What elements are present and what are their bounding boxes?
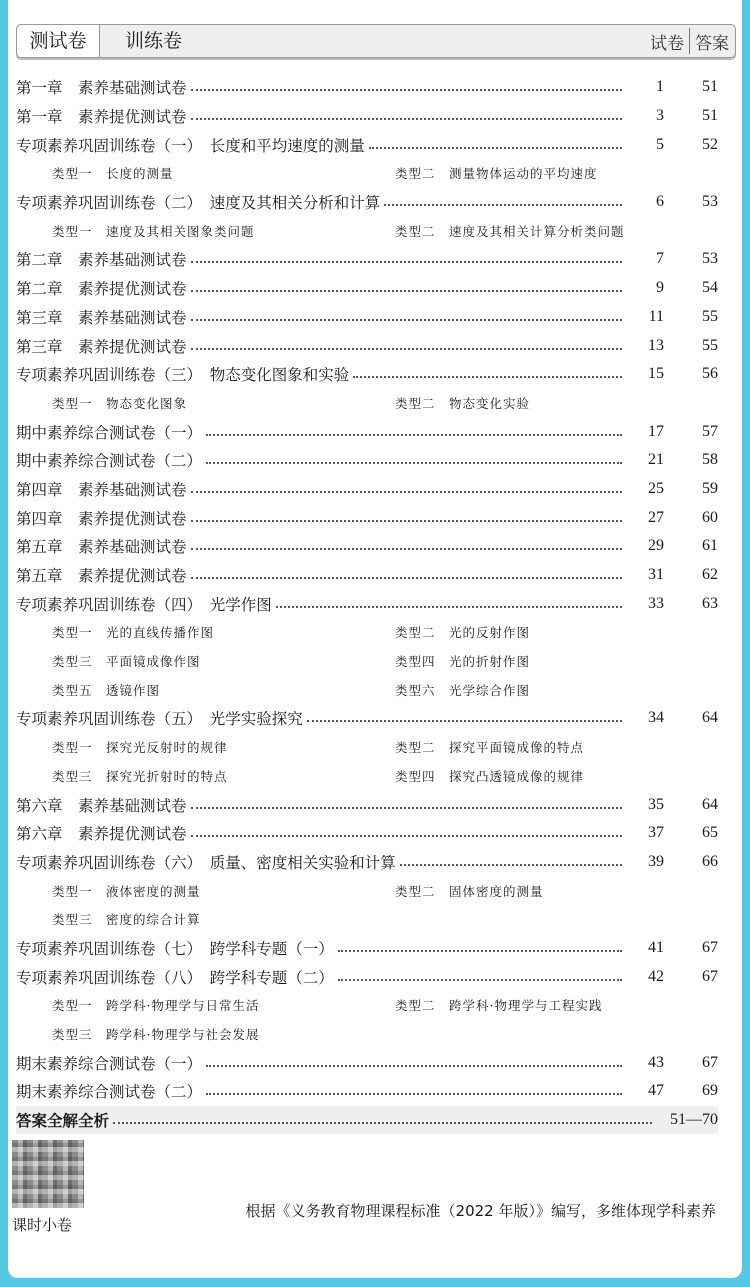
toc-subtypes (16, 647, 718, 676)
entry-title: 第二章 素养基础测试卷 (16, 248, 191, 270)
toc-subtypes (16, 905, 718, 934)
dot-leader (191, 491, 622, 493)
paper-page: 43 (648, 1053, 664, 1071)
subtype-item: 类型二 跨学科·物理学与工程实践 (395, 998, 603, 1014)
dot-leader (338, 979, 622, 981)
toc-subtypes (16, 733, 718, 762)
paper-page: 5 (656, 135, 664, 153)
dot-leader (369, 147, 622, 149)
paper-page: 1 (656, 78, 664, 96)
answer-page: 55 (702, 336, 718, 354)
answer-page: 59 (702, 479, 718, 497)
dot-leader (206, 1093, 622, 1095)
dot-leader (113, 1122, 652, 1124)
subtype-item: 类型六 光学综合作图 (395, 682, 531, 698)
entry-title: 专项素养巩固训练卷（一） 长度和平均速度的测量 (16, 134, 369, 156)
paper-page: 3 (656, 107, 664, 125)
entry-title: 期中素养综合测试卷（二） (16, 449, 206, 471)
subtype-item: 类型五 透镜作图 (52, 682, 161, 698)
dot-leader (191, 835, 622, 837)
paper-page: 15 (648, 365, 664, 383)
entry-title: 第四章 素养提优测试卷 (16, 507, 191, 529)
entry-title: 第三章 素养基础测试卷 (16, 306, 191, 328)
dot-leader (191, 348, 622, 350)
subtype-item: 类型一 液体密度的测量 (52, 883, 201, 899)
dot-leader (191, 118, 622, 120)
toc-entry[interactable] (16, 790, 718, 819)
subtype-item: 类型二 探究平面镜成像的特点 (395, 740, 585, 756)
entry-title: 专项素养巩固训练卷（三） 物态变化图象和实验 (16, 363, 353, 385)
toc-entry[interactable] (16, 1077, 718, 1106)
subtype-item: 类型四 光的折射作图 (395, 654, 531, 670)
entry-title: 第五章 素养提优测试卷 (16, 564, 191, 586)
toc-entry[interactable] (16, 532, 718, 561)
entry-title: 第四章 素养基础测试卷 (16, 478, 191, 500)
entry-title: 第一章 素养基础测试卷 (16, 76, 191, 98)
answer-page: 67 (702, 967, 718, 985)
answer-page: 67 (702, 938, 718, 956)
answer-page: 64 (702, 709, 718, 727)
entry-title: 答案全解全析 (16, 1109, 113, 1131)
dot-leader (206, 1065, 622, 1067)
toc-entry[interactable] (16, 1048, 718, 1077)
paper-page: 31 (648, 566, 664, 584)
paper-page: 13 (648, 336, 664, 354)
toc-subtypes (16, 675, 718, 704)
answer-page: 58 (702, 451, 718, 469)
paper-page: 37 (648, 824, 664, 842)
entry-title: 专项素养巩固训练卷（二） 速度及其相关分析和计算 (16, 191, 384, 213)
dot-leader (276, 606, 622, 608)
subtype-item: 类型一 速度及其相关图象类问题 (52, 223, 255, 239)
tab-test-papers[interactable]: 测试卷 (17, 25, 100, 57)
entry-title: 第三章 素养提优测试卷 (16, 335, 191, 357)
subtype-item: 类型三 密度的综合计算 (52, 912, 201, 928)
paper-page: 27 (648, 508, 664, 526)
paper-page: 7 (656, 250, 664, 268)
toc-subtypes (16, 762, 718, 791)
subtype-item: 类型二 光的反射作图 (395, 625, 531, 641)
paper-page: 42 (648, 967, 664, 985)
paper-page: 17 (648, 422, 664, 440)
subtype-item: 类型三 平面镜成像作图 (52, 654, 201, 670)
entry-title: 第六章 素养提优测试卷 (16, 822, 191, 844)
answers-entry[interactable] (16, 1106, 718, 1135)
entry-title: 期末素养综合测试卷（二） (16, 1080, 206, 1102)
entry-title: 第一章 素养提优测试卷 (16, 105, 191, 127)
toc-entry[interactable] (16, 73, 718, 102)
dot-leader (191, 261, 622, 263)
toc-subtypes (16, 159, 718, 188)
toc-entry[interactable] (16, 188, 718, 217)
subtype-item: 类型二 固体密度的测量 (395, 883, 544, 899)
qr-code (12, 1140, 84, 1208)
dot-leader (338, 950, 622, 952)
toc-entry[interactable] (16, 475, 718, 504)
entry-title: 第五章 素养基础测试卷 (16, 535, 191, 557)
toc-entry[interactable] (16, 360, 718, 389)
dot-leader (307, 720, 622, 722)
answer-page: 52 (702, 135, 718, 153)
col-header-paper: 试卷 (650, 33, 684, 54)
answer-page: 53 (702, 250, 718, 268)
paper-page: 41 (648, 938, 664, 956)
subtype-item: 类型一 光的直线传播作图 (52, 625, 215, 641)
answer-page: 55 (702, 307, 718, 325)
dot-leader (206, 434, 622, 436)
paper-page: 34 (648, 709, 664, 727)
dot-leader (191, 807, 622, 809)
toc-entry[interactable] (16, 934, 718, 963)
toc-subtypes (16, 1020, 718, 1049)
entry-title: 专项素养巩固训练卷（五） 光学实验探究 (16, 707, 307, 729)
dot-leader (191, 290, 622, 292)
toc-entry[interactable] (16, 561, 718, 590)
toc-entry[interactable] (16, 274, 718, 303)
paper-page: 33 (648, 594, 664, 612)
table-of-contents (16, 73, 718, 1134)
entry-title: 期中素养综合测试卷（一） (16, 421, 206, 443)
toc-entry[interactable] (16, 446, 718, 475)
subtype-item: 类型二 测量物体运动的平均速度 (395, 166, 598, 182)
answer-page: 66 (702, 852, 718, 870)
entry-title: 专项素养巩固训练卷（七） 跨学科专题（一） (16, 937, 338, 959)
paper-page: 11 (648, 307, 664, 325)
answer-page: 61 (702, 537, 718, 555)
answer-page: 51 (702, 107, 718, 125)
answer-page: 67 (702, 1053, 718, 1071)
column-headers (650, 25, 729, 57)
toc-entry[interactable] (16, 589, 718, 618)
subtype-item: 类型一 长度的测量 (52, 166, 174, 182)
dot-leader (191, 577, 622, 579)
entry-title: 期末素养综合测试卷（一） (16, 1052, 206, 1074)
answer-page: 56 (702, 365, 718, 383)
subtype-item: 类型二 物态变化实验 (395, 395, 531, 411)
answer-page: 65 (702, 824, 718, 842)
answer-page-range: 51—70 (670, 1111, 718, 1129)
dot-leader (206, 462, 622, 464)
paper-page: 6 (656, 193, 664, 211)
toc-subtypes (16, 876, 718, 905)
toc-entry[interactable] (16, 848, 718, 877)
entry-title: 专项素养巩固训练卷（四） 光学作图 (16, 593, 276, 615)
answer-page: 62 (702, 566, 718, 584)
paper-page: 39 (648, 852, 664, 870)
toc-entry[interactable] (16, 331, 718, 360)
paper-page: 29 (648, 537, 664, 555)
paper-page: 21 (648, 451, 664, 469)
dot-leader (384, 204, 622, 206)
slogan: 根据《义务教育物理课程标准（2022 年版）》编写，多维体现学科素养 (245, 1202, 716, 1220)
dot-leader (191, 520, 622, 522)
toc-entry[interactable] (16, 962, 718, 991)
dot-leader (400, 864, 622, 866)
answer-page: 64 (702, 795, 718, 813)
col-header-answer: 答案 (695, 33, 729, 54)
answer-page: 54 (702, 279, 718, 297)
dot-leader (353, 376, 622, 378)
toc-subtypes (16, 216, 718, 245)
subtype-item: 类型三 跨学科·物理学与社会发展 (52, 1027, 260, 1043)
qr-label: 课时小卷 (12, 1216, 73, 1234)
subtype-item: 类型一 跨学科·物理学与日常生活 (52, 998, 260, 1014)
toc-subtypes (16, 618, 718, 647)
answer-page: 63 (702, 594, 718, 612)
paper-page: 47 (648, 1082, 664, 1100)
dot-leader (191, 548, 622, 550)
toc-entry[interactable] (16, 130, 718, 159)
toc-entry[interactable] (16, 102, 718, 131)
toc-entry[interactable] (16, 417, 718, 446)
subtype-item: 类型二 速度及其相关计算分析类问题 (395, 223, 625, 239)
answer-page: 69 (702, 1082, 718, 1100)
answer-page: 53 (702, 193, 718, 211)
toc-entry[interactable] (16, 819, 718, 848)
entry-title: 第六章 素养基础测试卷 (16, 794, 191, 816)
answer-page: 51 (702, 78, 718, 96)
dot-leader (191, 319, 622, 321)
paper-page: 9 (656, 279, 664, 297)
toc-subtypes (16, 991, 718, 1020)
toc-entry[interactable] (16, 503, 718, 532)
entry-title: 专项素养巩固训练卷（八） 跨学科专题（二） (16, 966, 338, 988)
toc-entry[interactable] (16, 303, 718, 332)
subtype-item: 类型三 探究光折射时的特点 (52, 768, 228, 784)
answer-page: 57 (702, 422, 718, 440)
tab-training-papers[interactable]: 训练卷 (125, 30, 183, 52)
entry-title: 第二章 素养提优测试卷 (16, 277, 191, 299)
paper-page: 25 (648, 479, 664, 497)
subtype-item: 类型一 探究光反射时的规律 (52, 740, 228, 756)
toc-entry[interactable] (16, 704, 718, 733)
dot-leader (191, 89, 622, 91)
subtype-item: 类型四 探究凸透镜成像的规律 (395, 768, 585, 784)
toc-subtypes (16, 389, 718, 418)
entry-title: 专项素养巩固训练卷（六） 质量、密度相关实验和计算 (16, 851, 400, 873)
paper-page: 35 (648, 795, 664, 813)
subtype-item: 类型一 物态变化图象 (52, 395, 188, 411)
divider (689, 28, 690, 54)
tab-bar (16, 24, 736, 58)
answer-page: 60 (702, 508, 718, 526)
toc-entry[interactable] (16, 245, 718, 274)
